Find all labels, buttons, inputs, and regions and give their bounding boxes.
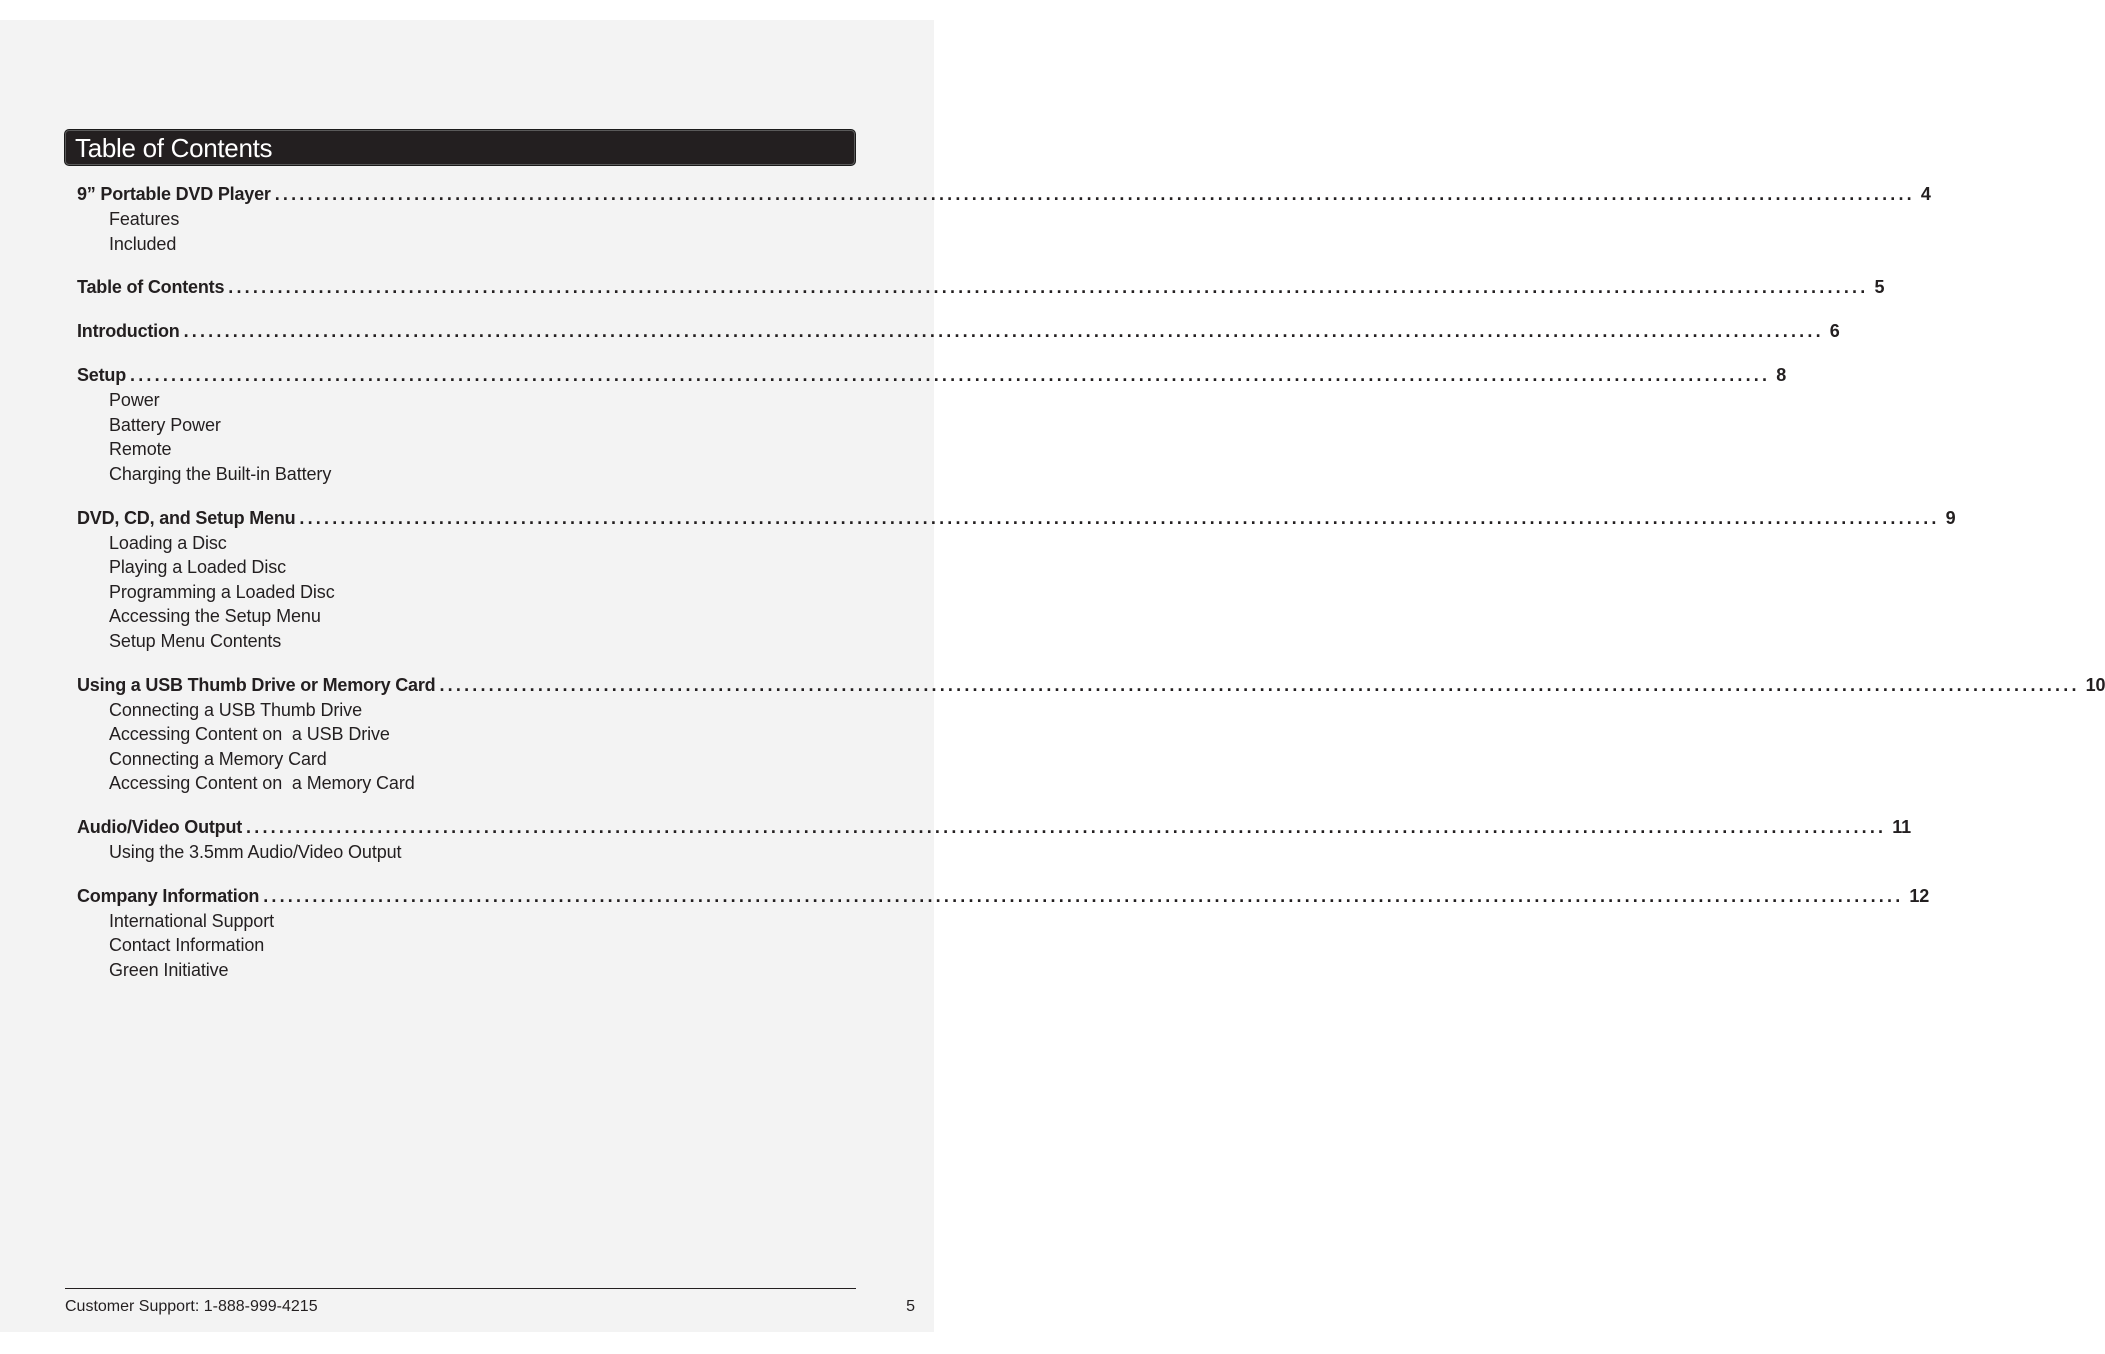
- dot-leader: ........................................................................................................................................................................................................: [299, 507, 1940, 528]
- toc-subentry: Connecting a USB Thumb Drive: [109, 699, 362, 720]
- toc-section: [77, 506, 1956, 654]
- toc-section: [77, 182, 1931, 256]
- toc-entry-title: Using a USB Thumb Drive or Memory Card: [77, 674, 436, 695]
- toc-subentry: Loading a Disc: [109, 532, 227, 553]
- toc-section: [77, 815, 1911, 865]
- toc-entry: [77, 815, 1911, 840]
- page-title: Table of Contents: [75, 133, 273, 163]
- toc-entry-page: 11: [1892, 816, 1911, 837]
- toc-entry-page: 9: [1945, 507, 1956, 528]
- toc-section: [77, 884, 1930, 983]
- toc-subentry: Remote: [109, 439, 172, 460]
- toc-entry-title: Audio/Video Output: [77, 816, 243, 837]
- toc-entry-title: Introduction: [77, 321, 180, 342]
- toc-entry: [77, 275, 1885, 300]
- footer-divider: [65, 1288, 856, 1289]
- dot-leader: ........................................................................................................................................................................................................: [228, 277, 1869, 298]
- dot-leader: ........................................................................................................................................................................................................: [130, 365, 1771, 386]
- toc-entry-page: 5: [1874, 277, 1885, 298]
- toc-entry-title: Setup: [77, 365, 127, 386]
- toc-entry-page: 8: [1776, 365, 1787, 386]
- toc-subentry: Features: [109, 209, 180, 229]
- document-page: [0, 20, 2105, 1332]
- toc-entry: [77, 673, 2105, 698]
- toc-entry-page: 12: [1909, 885, 1930, 906]
- footer-page-number: 5: [906, 1298, 915, 1315]
- toc-entry: [77, 182, 1931, 207]
- toc-subentry: Power: [109, 390, 160, 411]
- dot-leader: ........................................................................................................................................................................................................: [263, 885, 1904, 906]
- toc-subentry: Contact Information: [109, 935, 265, 956]
- toc-section: [77, 673, 2105, 796]
- toc-entry: [77, 363, 1787, 388]
- toc-entry-title: Company Information: [77, 885, 260, 906]
- toc-subentry: Using the 3.5mm Audio/Video Output: [109, 841, 402, 862]
- toc-subentry: Programming a Loaded Disc: [109, 581, 335, 602]
- toc-subentry: Included: [109, 233, 177, 254]
- toc-entry-title: DVD, CD, and Setup Menu: [77, 507, 296, 528]
- toc-entry: [77, 506, 1956, 531]
- toc-entry: [77, 319, 1840, 344]
- toc-entry-title: Table of Contents: [77, 277, 225, 298]
- toc-subentry: Accessing the Setup Menu: [109, 606, 321, 627]
- toc-subentry: International Support: [109, 910, 275, 931]
- footer-support: Customer Support: 1-888-999-4215: [65, 1298, 318, 1315]
- toc-subentry: Charging the Built-in Battery: [109, 463, 332, 484]
- dot-leader: ........................................................................................................................................................................................................: [246, 816, 1887, 837]
- toc-entry: [77, 884, 1930, 909]
- toc-subentry: Battery Power: [109, 414, 221, 435]
- toc-entry-page: 4: [1920, 184, 1931, 204]
- toc-header-bar: [65, 130, 855, 165]
- toc-subentry: Green Initiative: [109, 959, 229, 980]
- toc-subentry: Playing a Loaded Disc: [109, 557, 287, 578]
- dot-leader: ........................................................................................................................................................................................................: [439, 674, 2080, 695]
- toc-subentry: Accessing Content on a Memory Card: [109, 773, 415, 794]
- toc-entry-title: 9” Portable DVD Player: [77, 184, 271, 204]
- toc-section: [77, 275, 1885, 300]
- toc-subentry: Connecting a Memory Card: [109, 748, 327, 769]
- toc-subentry: Setup Menu Contents: [109, 630, 282, 651]
- dot-leader: ........................................................................................................................................................................................................: [274, 184, 1915, 204]
- toc-section: [77, 319, 1840, 344]
- toc-subentry: Accessing Content on a USB Drive: [109, 724, 390, 745]
- toc-list: [77, 182, 2105, 1001]
- toc-entry-page: 6: [1829, 321, 1840, 342]
- toc-section: [77, 363, 1787, 486]
- toc-entry-page: 10: [2085, 674, 2105, 695]
- dot-leader: ........................................................................................................................................................................................................: [183, 321, 1824, 342]
